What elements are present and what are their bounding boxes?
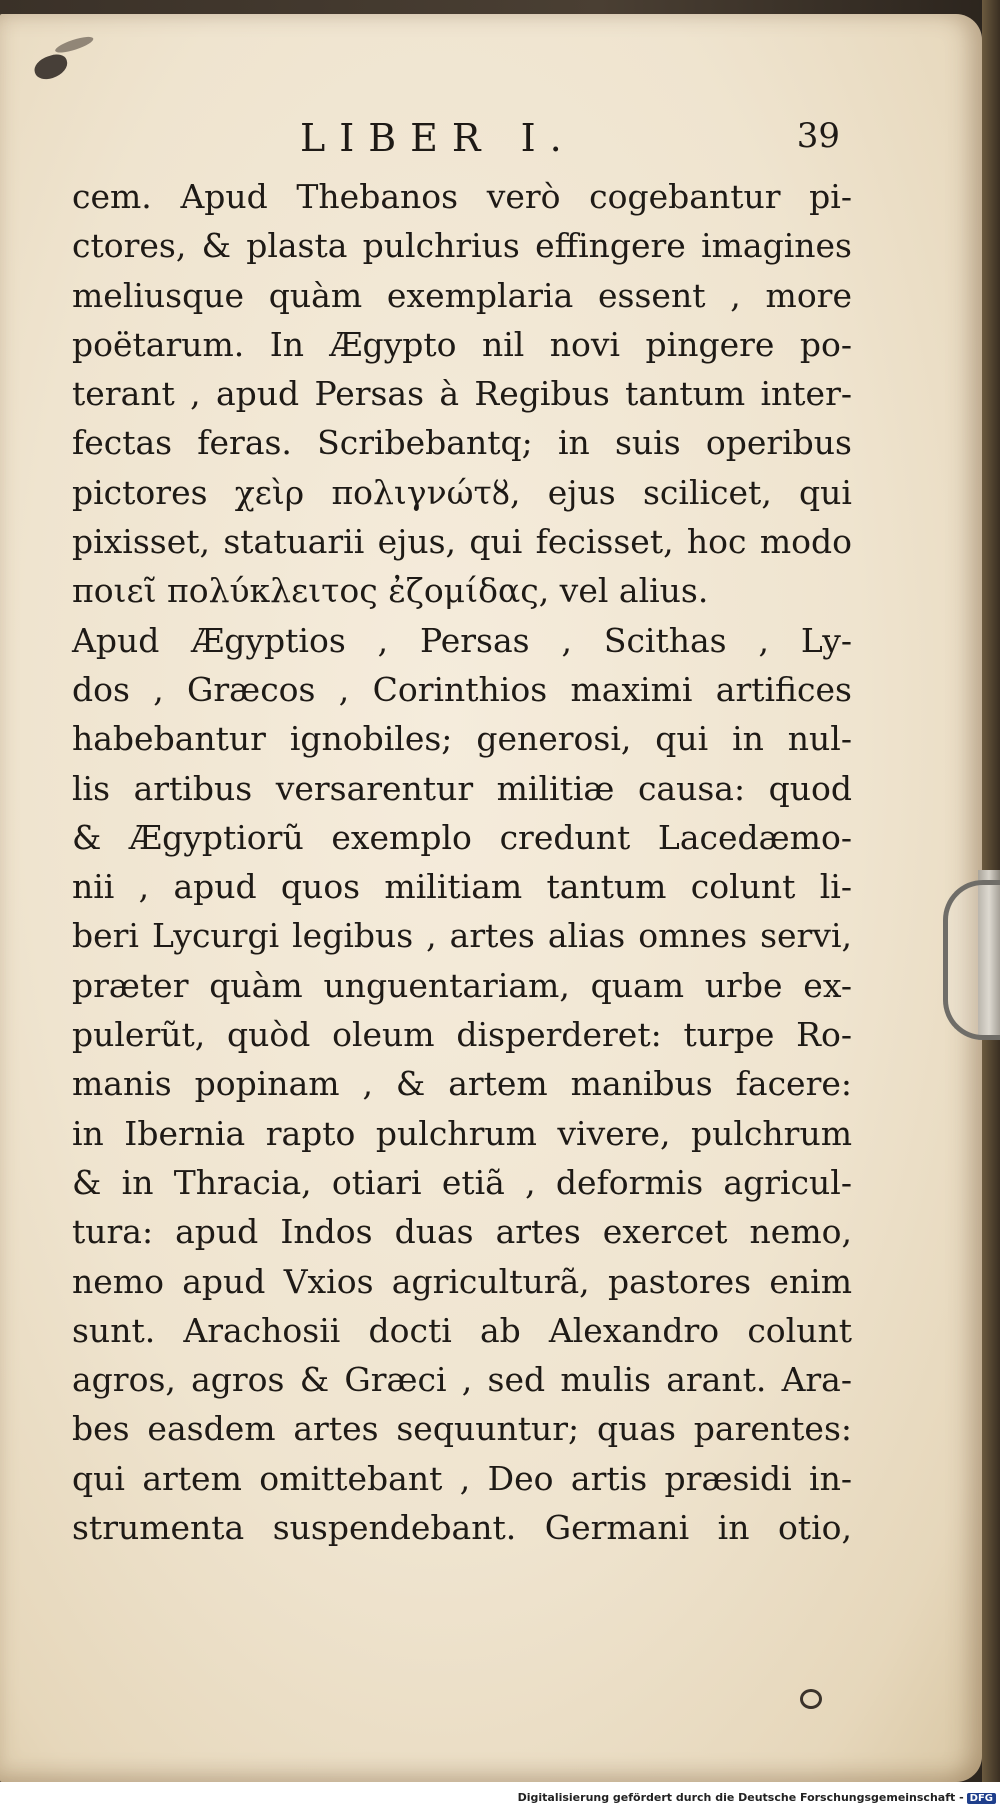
text-line: agros, agros & Græci , sed mulis arant. Ara- <box>72 1360 852 1400</box>
ink-dot-mark <box>800 1689 822 1709</box>
text-line: poëtarum. In Ægypto nil novi pingere po- <box>72 324 852 364</box>
text-line: dos , Græcos , Corinthios maximi artifices <box>72 669 852 709</box>
text-line: terant , apud Persas à Regibus tantum inter- <box>72 374 852 414</box>
text-line: pulerũt, quòd oleum disperderet: turpe Ro- <box>72 1015 852 1055</box>
credit-text: Digitalisierung gefördert durch die Deutsche Forschungsgemeinschaft - <box>517 1791 964 1804</box>
digitization-credit <box>518 1791 996 1804</box>
text-line: in Ibernia rapto pulchrum vivere, pulchrum <box>72 1113 852 1153</box>
ink-stain-mark <box>31 51 70 82</box>
text-line: fectas feras. Scribebantq; in suis operibus <box>72 423 852 463</box>
text-line: nii , apud quos militiam tantum colunt li- <box>72 867 852 907</box>
page-number: 39 <box>796 116 840 156</box>
book-page <box>0 14 982 1782</box>
text-line: Apud Ægyptios , Persas , Scithas , Ly- <box>72 620 852 660</box>
text-line: habebantur ignobiles; generosi, qui in nul- <box>72 719 852 759</box>
text-line: meliusque quàm exemplaria essent , more <box>72 275 852 315</box>
text-line: pictores χεὶρ πολιγνώτȣ, ejus scilicet, qui <box>72 472 852 512</box>
book-clasp <box>943 880 1000 1040</box>
text-line: cem. Apud Thebanos verò cogebantur pi- <box>72 177 852 216</box>
page-header <box>300 112 840 172</box>
text-line: lis artibus versarentur militiæ causa: quod <box>72 768 852 808</box>
text-line: manis popinam , & artem manibus facere: <box>72 1064 852 1104</box>
text-line: ποιεῖ πολύκλειτος ἐζομίδας, vel alius. <box>72 571 709 611</box>
body-text <box>72 172 852 1552</box>
text-line: qui artem omittebant , Deo artis præsidi in- <box>72 1458 852 1498</box>
text-line: præter quàm unguentariam, quam urbe ex- <box>72 965 852 1005</box>
text-line: beri Lycurgi legibus , artes alias omnes servi, <box>72 916 852 956</box>
text-line: strumenta suspendebant. Germani in otio, <box>72 1508 852 1548</box>
text-line: nemo apud Vxios agriculturã, pastores enim <box>72 1261 852 1301</box>
text-line: & in Thracia, otiari etiã , deformis agricul- <box>72 1162 852 1202</box>
running-head: LIBER I. <box>300 116 576 160</box>
text-line: sunt. Arachosii docti ab Alexandro colunt <box>72 1310 852 1350</box>
text-line: bes easdem artes sequuntur; quas parentes: <box>72 1409 852 1449</box>
text-line: & Ægyptiorũ exemplo credunt Lacedæmo- <box>72 817 852 857</box>
text-line: pixisset, statuarii ejus, qui fecisset, hoc modo <box>72 522 852 562</box>
dfg-logo-icon: DFG <box>967 1793 996 1804</box>
footer-band <box>0 1782 1000 1810</box>
text-line: tura: apud Indos duas artes exercet nemo, <box>72 1212 852 1252</box>
text-line: ctores, & plasta pulchrius effingere imagines <box>72 226 852 266</box>
